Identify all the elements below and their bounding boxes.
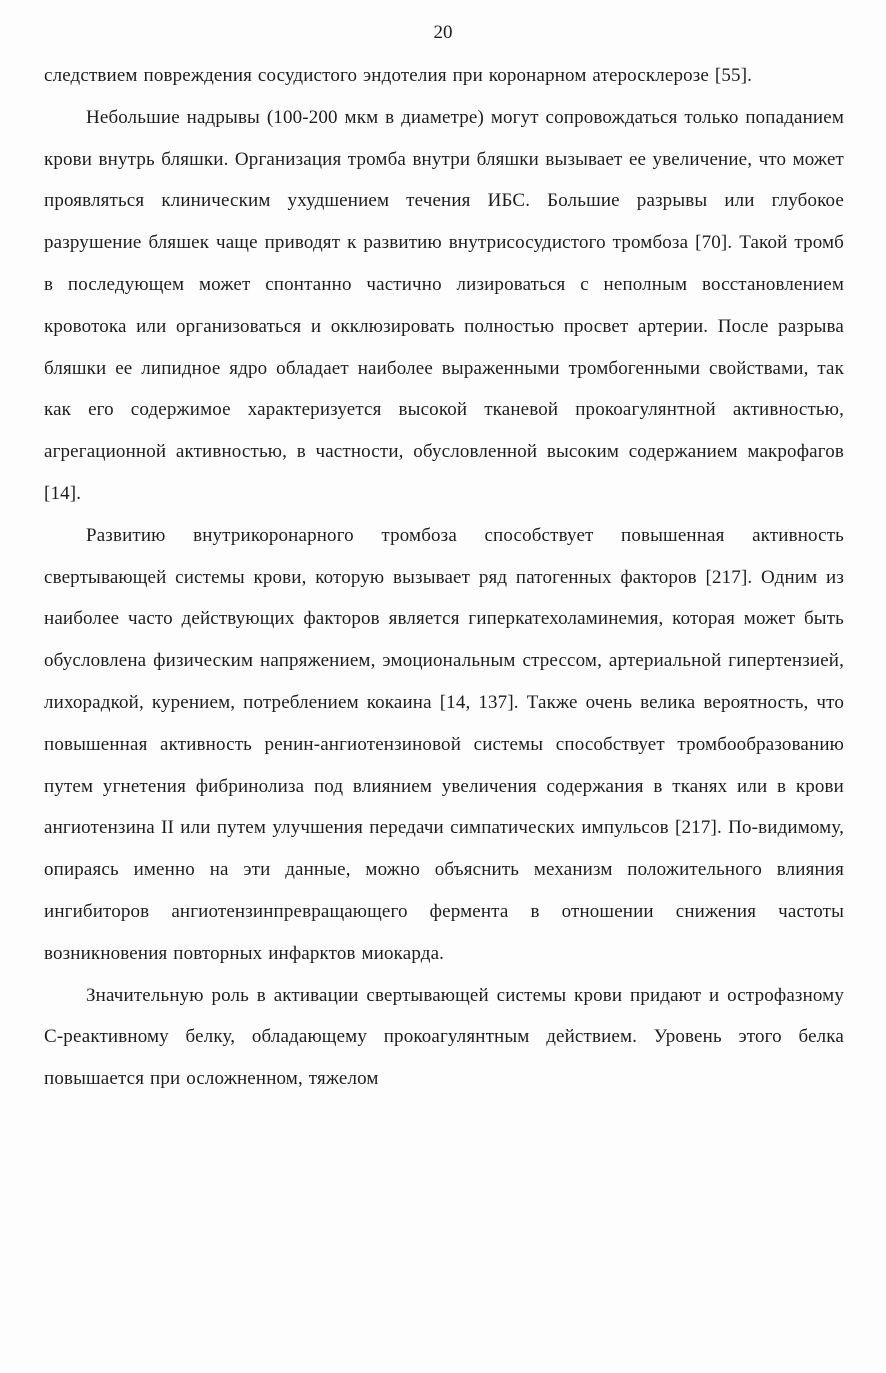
paragraph-c-reactive-protein: Значительную роль в активации свертывающей системы крови придают и острофазному С-реактивному белку, обладающему прокоагулянтным действием. Уровень этого белка повышается при осложненном, тяжелом: [44, 984, 844, 1090]
paragraph-1-continuation: следствием повреждения сосудистого эндотелия при коронарном атеросклерозе [55].: [44, 65, 753, 86]
paragraph-coronary-thrombosis: Развитию внутрикоронарного тромбоза способствует повышенная активность свертывающей системы крови, которую вызывает ряд патогенных факторов [217]. Одним из наиболее часто действующих факторов является гиперкатехоламинемия, которая может быть обусловлена физическим напряжением, эмоциональным стрессом, артериальной гипертензией, лихорадкой, курением, потреблением кокаина [14, 137]. Также очень велика вероятность, что повышенная активность ренин-ангиотензиновой системы способствует тромбообразованию путем угнетения фибринолиза под влиянием увеличения содержания в тканях или в крови ангиотензина II или путем улучшения передачи симпатических импульсов [217]. По-видимому, опираясь именно на эти данные, можно объяснить механизм положительного влияния ингибиторов ангиотензинпревращающего фермента в отношении снижения частоты возникновения повторных инфарктов миокарда.: [44, 524, 844, 964]
paragraph-plaque-rupture: Небольшие надрывы (100-200 мкм в диаметре) могут сопровождаться только попаданием крови внутрь бляшки. Организация тромба внутри бляшки вызывает ее увеличение, что может проявляться клиническим ухудшением течения ИБС. Большие разрывы или глубокое разрушение бляшек чаще приводят к развитию внутрисосудистого тромбоза [70]. Такой тромб в последующем может спонтанно частично лизироваться с неполным восстановлением кровотока или организоваться и окклюзировать полностью просвет артерии. После разрыва бляшки ее липидное ядро обладает наиболее выраженными тромбогенными свойствами, так как его содержимое характеризуется высокой тканевой прокоагулянтной активностью, агрегационной активностью, в частности, обусловленной высоким содержанием макрофагов [14].: [44, 106, 844, 504]
page-number: 20: [433, 22, 453, 43]
body-text: [44, 55, 844, 1100]
